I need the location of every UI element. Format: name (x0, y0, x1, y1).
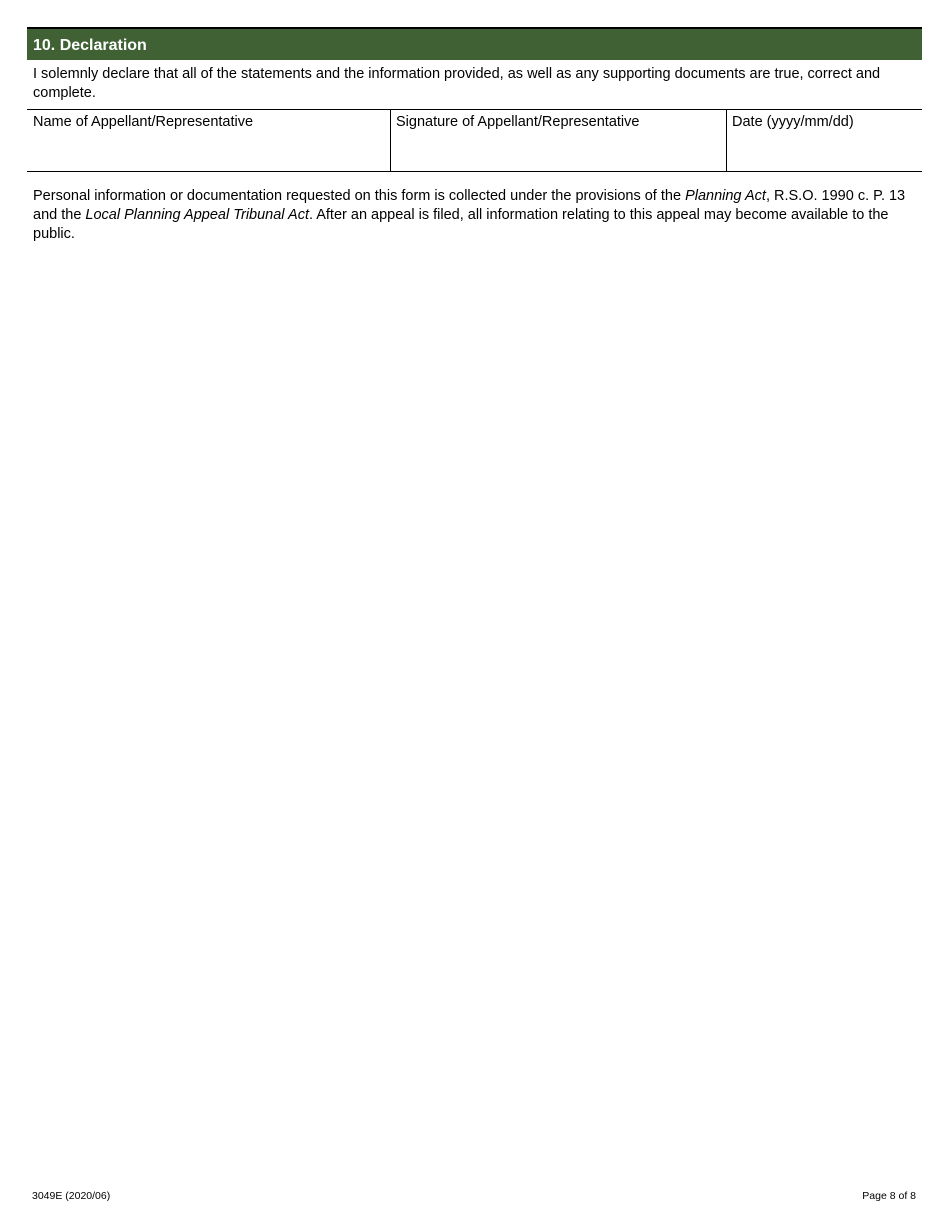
section-title: 10. Declaration (27, 27, 922, 60)
planning-act-title: Planning Act (685, 188, 766, 204)
name-field-label: Name of Appellant/Representative (33, 114, 254, 130)
tribunal-act-title: Local Planning Appeal Tribunal Act (85, 207, 309, 223)
date-field-label: Date (yyyy/mm/dd) (732, 114, 854, 130)
privacy-notice (27, 172, 922, 244)
signature-field-label: Signature of Appellant/Representative (396, 114, 640, 130)
date-field[interactable] (726, 110, 922, 171)
declaration-section (27, 27, 922, 244)
privacy-text-part3: . After an appeal is filed, all information relating to this appeal may become available to the public. (33, 207, 889, 242)
form-number: 3049E (2020/06) (32, 1190, 111, 1202)
privacy-text-part2: , R.S.O. 1990 c. P. 13 and the (33, 188, 906, 223)
signature-table (27, 109, 922, 172)
privacy-text-part1: Personal information or documentation requested on this form is collected under the provisions of the (33, 188, 686, 204)
name-field[interactable] (27, 110, 390, 171)
page-number: Page 8 of 8 (862, 1190, 916, 1202)
signature-field[interactable] (390, 110, 726, 171)
declaration-statement: I solemnly declare that all of the statements and the information provided, as well as any supporting documents are true, correct and complete. (33, 66, 881, 101)
